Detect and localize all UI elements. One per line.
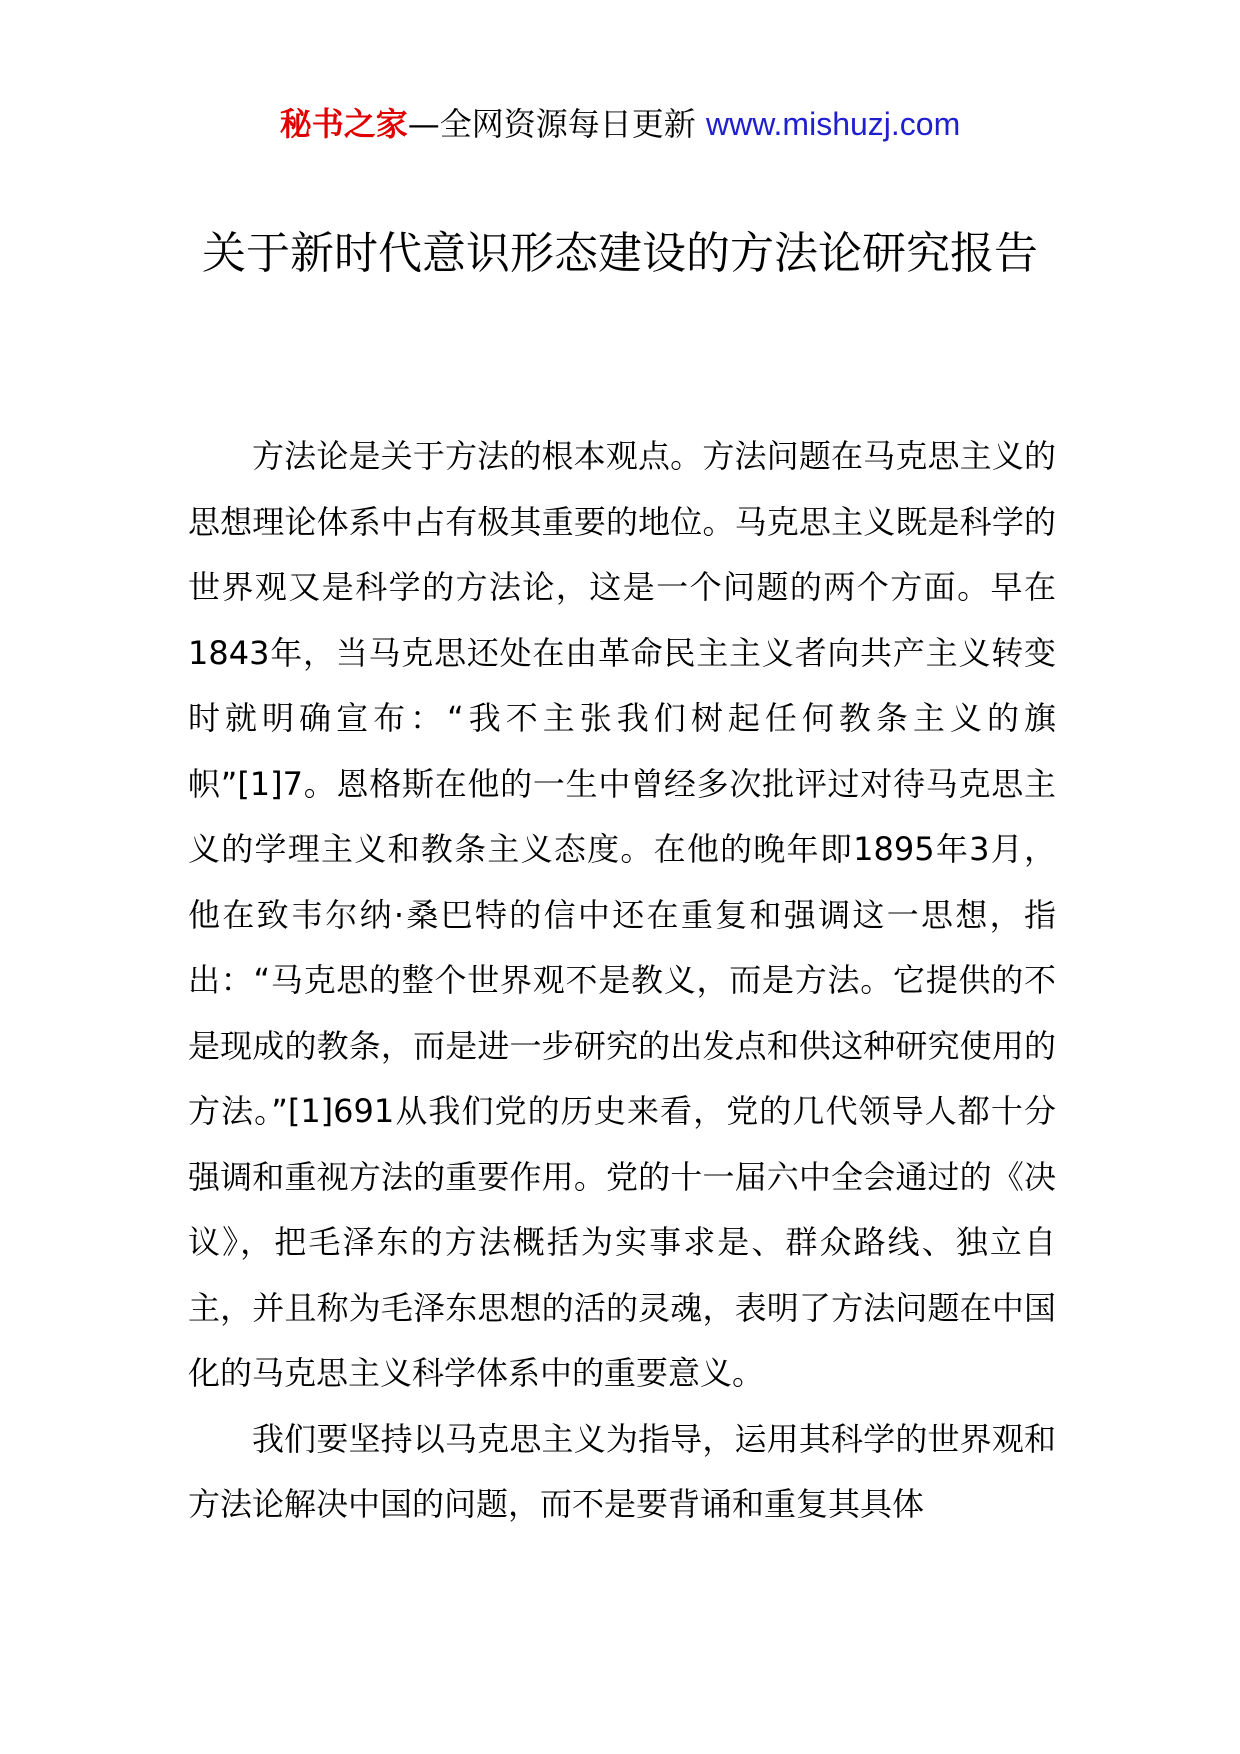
document-body: [188, 424, 1056, 1538]
paragraph-2: 我们要坚持以马克思主义为指导，运用其科学的世界观和方法论解决中国的问题，而不是要背诵和重复其具体: [188, 1419, 1056, 1523]
paragraph-1: 方法论是关于方法的根本观点。方法问题在马克思主义的思想理论体系中占有极其重要的地位。马克思主义既是科学的世界观又是科学的方法论，这是一个问题的两个方面。早在1843年，当马克思还处在由革命民主主义者向共产主义转变时就明确宣布：“我不主张我们树起任何教条主义的旗帜”[1]7。恩格斯在他的一生中曾经多次批评过对待马克思主义的学理主义和教条主义态度。在他的晚年即1895年3月，他在致韦尔纳·桑巴特的信中还在重复和强调这一思想，指出：“马克思的整个世界观不是教义，而是方法。它提供的不是现成的教条，而是进一步研究的出发点和供这种研究使用的方法。”[1]691从我们党的历史来看，党的几代领导人都十分强调和重视方法的重要作用。党的十一届六中全会通过的《决议》，把毛泽东的方法概括为实事求是、群众路线、独立自主，并且称为毛泽东思想的活的灵魂，表明了方法问题在中国化的马克思主义科学体系中的重要意义。: [188, 437, 1056, 1392]
document-title: 关于新时代意识形态建设的方法论研究报告: [202, 228, 1038, 279]
site-url-link[interactable]: www.mishuzj.com: [705, 106, 961, 142]
site-header: [0, 102, 1240, 146]
brand-name: 秘书之家: [279, 105, 408, 143]
brand-tagline: —全网资源每日更新: [407, 105, 696, 143]
